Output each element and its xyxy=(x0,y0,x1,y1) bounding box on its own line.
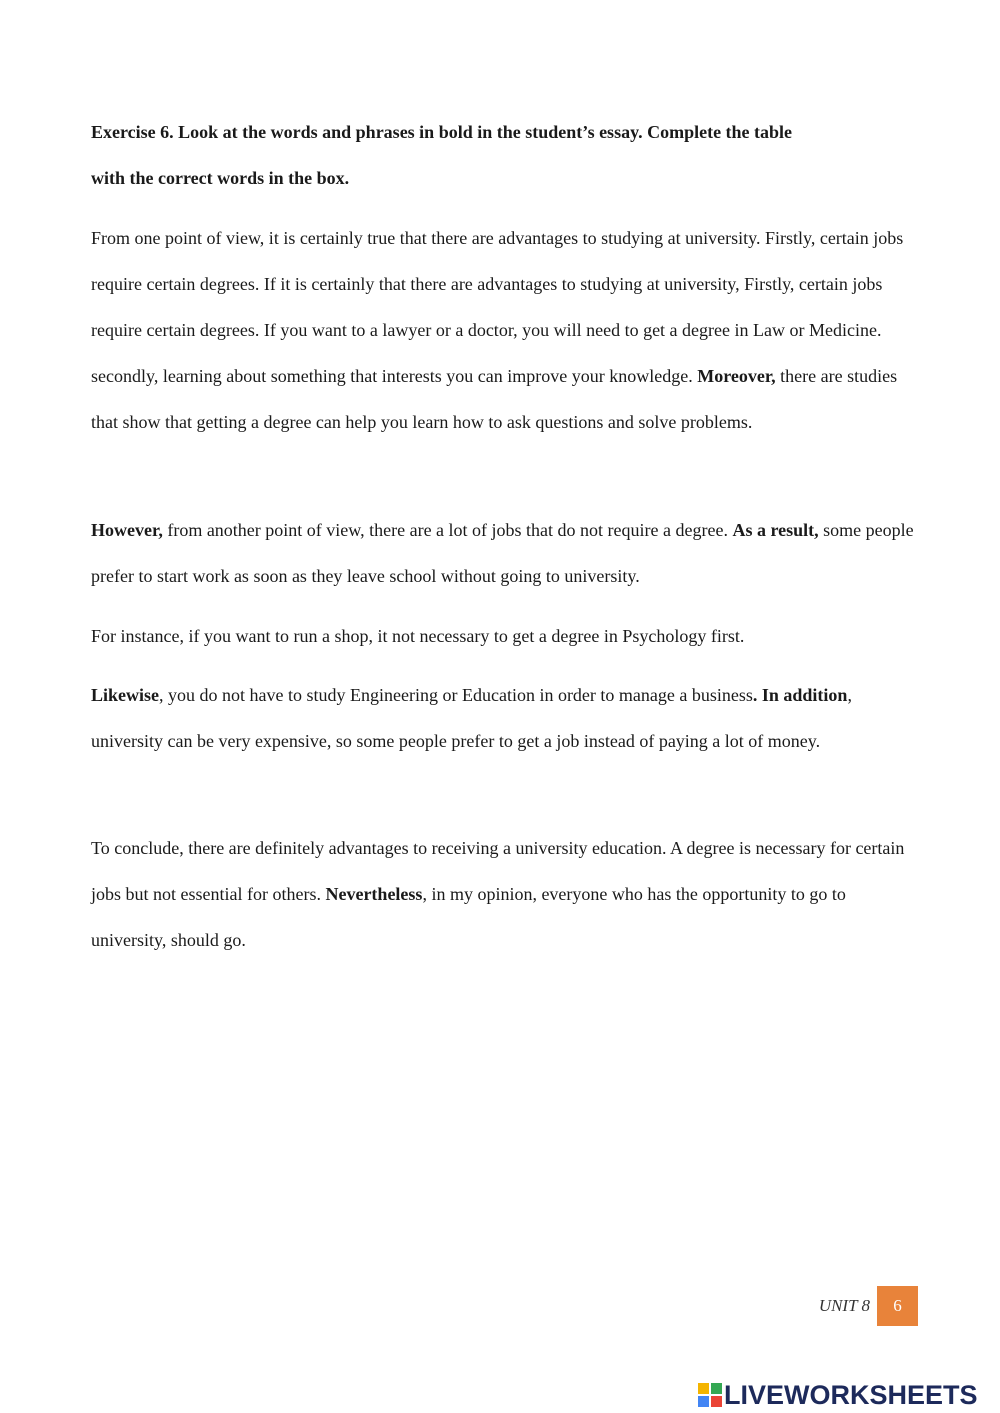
exercise-heading-line-1: Exercise 6. Look at the words and phrases in bold in the student’s essay. Complete the table xyxy=(91,122,793,142)
bold-connector: However, xyxy=(91,520,163,540)
unit-label: UNIT 8 xyxy=(818,1296,870,1315)
bold-connector: Moreover, xyxy=(697,366,776,386)
paragraph-text: For instance, if you want to run a shop, it not necessary to get a degree in Psychology first. xyxy=(91,626,745,646)
bold-connector: As a result, xyxy=(732,520,819,540)
exercise-heading-line-2: with the correct words in the box. xyxy=(91,168,350,188)
liveworksheets-brand[interactable] xyxy=(698,1378,978,1412)
essay-paragraph-2 xyxy=(91,507,921,599)
paragraph-text: there are studies that show that getting a degree can help you learn how to ask questions and solve problems. xyxy=(91,366,898,432)
essay-paragraph-5 xyxy=(91,825,921,963)
bold-connector: Likewise xyxy=(91,685,160,705)
paragraph-text: From one point of view, it is certainly true that there are advantages to studying at university. Firstly, certain jobs require certain degrees. If it is certainly that there are advantages to studying at university, Firstly, certain jobs require certain degrees. If you want to a lawyer or a doctor, you will need to get a degree in Law or Medicine. secondly, learning about something that interests you can improve your knowledge. xyxy=(91,228,904,386)
bold-connector: . In addition xyxy=(752,685,848,705)
essay-paragraph-3 xyxy=(91,613,921,659)
liveworksheets-logo-icon xyxy=(698,1383,722,1407)
essay-paragraph-1 xyxy=(91,215,921,445)
brand-name: LIVEWORKSHEETS xyxy=(724,1379,978,1410)
paragraph-text: from another point of view, there are a lot of jobs that do not require a degree. xyxy=(162,520,733,540)
bold-connector: Nevertheless xyxy=(325,884,423,904)
paragraph-text: , you do not have to study Engineering or Education in order to manage a business xyxy=(159,685,753,705)
paragraph-text: , university can be very expensive, so some people prefer to get a job instead of paying a lot of money. xyxy=(91,685,852,751)
page-number: 6 xyxy=(893,1296,902,1315)
page-number-badge xyxy=(877,1286,918,1326)
essay-paragraph-4 xyxy=(91,672,921,764)
paragraph-text: , in my opinion, everyone who has the opportunity to go to university, should go. xyxy=(91,884,846,950)
paragraph-text: To conclude, there are definitely advantages to receiving a university education. A degree is necessary for certain jobs but not essential for others. xyxy=(91,838,905,904)
paragraph-text: some people prefer to start work as soon as they leave school without going to university. xyxy=(91,520,914,586)
